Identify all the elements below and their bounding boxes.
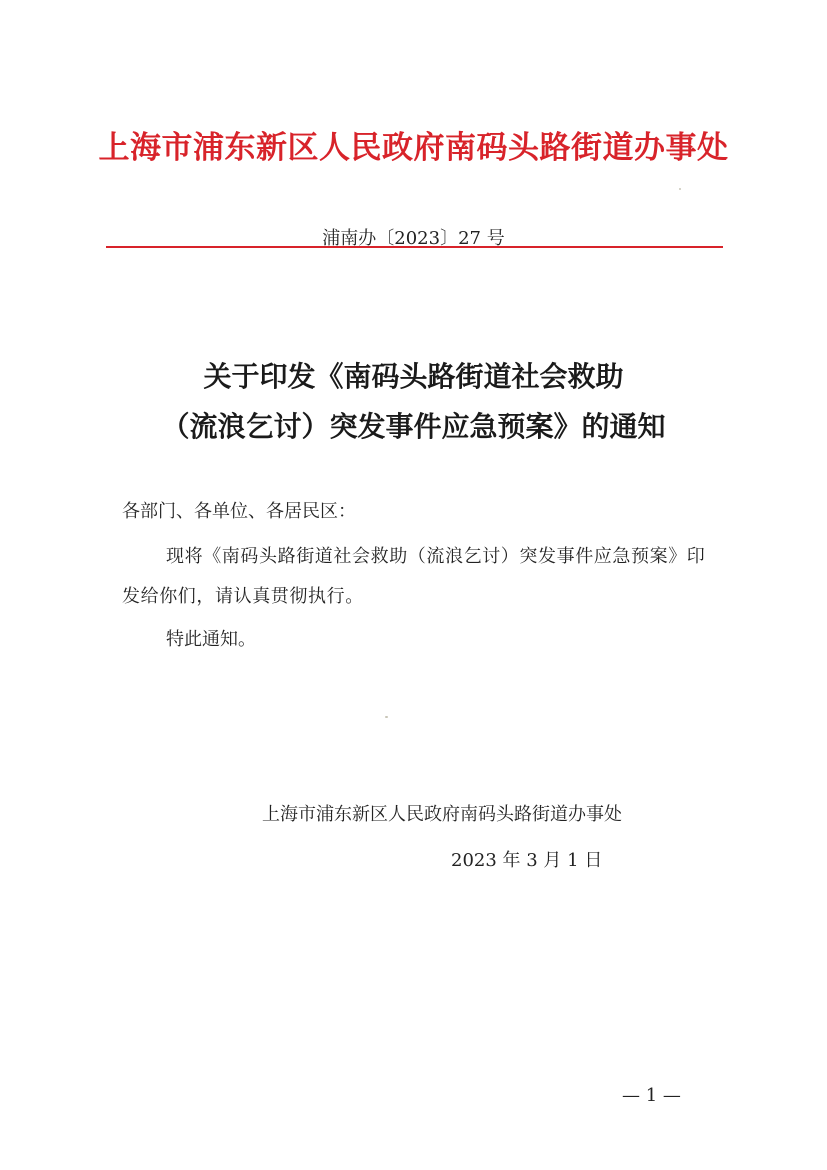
salutation: 各部门、各单位、各居民区：: [122, 501, 356, 522]
red-separator-line: [106, 246, 723, 248]
scan-speck: [385, 716, 388, 718]
document-number: 浦南办〔2023〕27 号: [322, 228, 505, 249]
scan-speck: [679, 188, 681, 190]
signature-organization: 上海市浦东新区人民政府南码头路街道办事处: [262, 804, 622, 825]
issuing-organization-header: 上海市浦东新区人民政府南码头路街道办事处: [98, 130, 729, 166]
title-line-2: （流浪乞讨）突发事件应急预案》的通知: [161, 410, 666, 443]
closing-remark: 特此通知。: [166, 629, 256, 650]
document-title: [0, 352, 827, 452]
signature-date: 2023 年 3 月 1 日: [451, 850, 603, 871]
title-line-1: 关于印发《南码头路街道社会救助: [203, 360, 624, 393]
page-number: — 1 —: [622, 1085, 681, 1106]
body-paragraph: 现将《南码头路街道社会救助（流浪乞讨）突发事件应急预案》印发给你们，请认真贯彻执行。: [122, 546, 706, 607]
